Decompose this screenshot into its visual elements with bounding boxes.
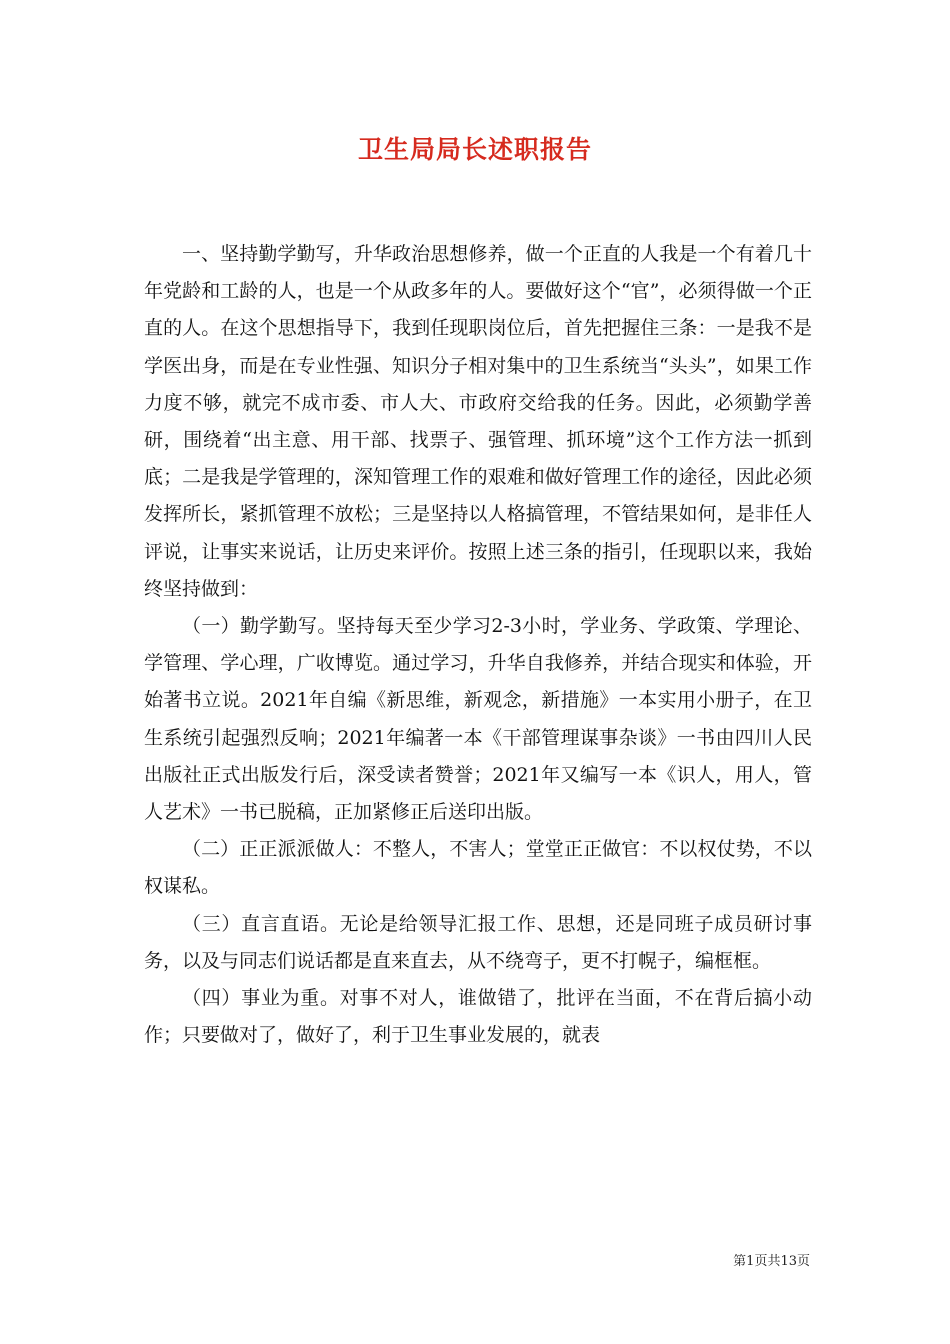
document-title: 卫生局局长述职报告	[357, 135, 592, 164]
paragraph-5: （四）事业为重。对事不对人，谁做错了，批评在当面，不在背后搞小动作；只要做对了，做好了，利于卫生事业发展的，就表	[144, 987, 812, 1047]
document-body	[144, 236, 812, 1054]
paragraph-1: 一、坚持勤学勤写，升华政治思想修养，做一个正直的人我是一个有着几十年党龄和工龄的人，也是一个从政多年的人。要做好这个“官”，必须得做一个正直的人。在这个思想指导下，我到任现职岗位后，首先把握住三条：一是我不是学医出身，而是在专业性强、知识分子相对集中的卫生系统当“头头”，如果工作力度不够，就完不成市委、市人大、市政府交给我的任务。因此，必须勤学善研，围绕着“出主意、用干部、找票子、强管理、抓环境”这个工作方法一抓到底；二是我是学管理的，深知管理工作的艰难和做好管理工作的途径，因此必须发挥所长，紧抓管理不放松；三是坚持以人格搞管理，不管结果如何，是非任人评说，让事实来说话，让历史来评价。按照上述三条的指引，任现职以来，我始终坚持做到：	[144, 243, 812, 600]
page-number-footer: 第1页共13页	[733, 1254, 810, 1269]
paragraph-2: （一）勤学勤写。坚持每天至少学习2-3小时，学业务、学政策、学理论、学管理、学心理，广收博览。通过学习，升华自我修养，并结合现实和体验，开始著书立说。2021年自编《新思维，新观念，新措施》一本实用小册子，在卫生系统引起强烈反响；2021年编著一本《干部管理谋事杂谈》一书由四川人民出版社正式出版发行后，深受读者赞誉；2021年又编写一本《识人，用人，管人艺术》一书已脱稿，正加紧修正后送印出版。	[144, 615, 812, 824]
paragraph-3: （二）正正派派做人：不整人，不害人；堂堂正正做官：不以权仗势，不以权谋私。	[144, 838, 812, 898]
paragraph-4: （三）直言直语。无论是给领导汇报工作、思想，还是同班子成员研讨事务，以及与同志们说话都是直来直去，从不绕弯子，更不打幌子，编框框。	[144, 912, 812, 972]
